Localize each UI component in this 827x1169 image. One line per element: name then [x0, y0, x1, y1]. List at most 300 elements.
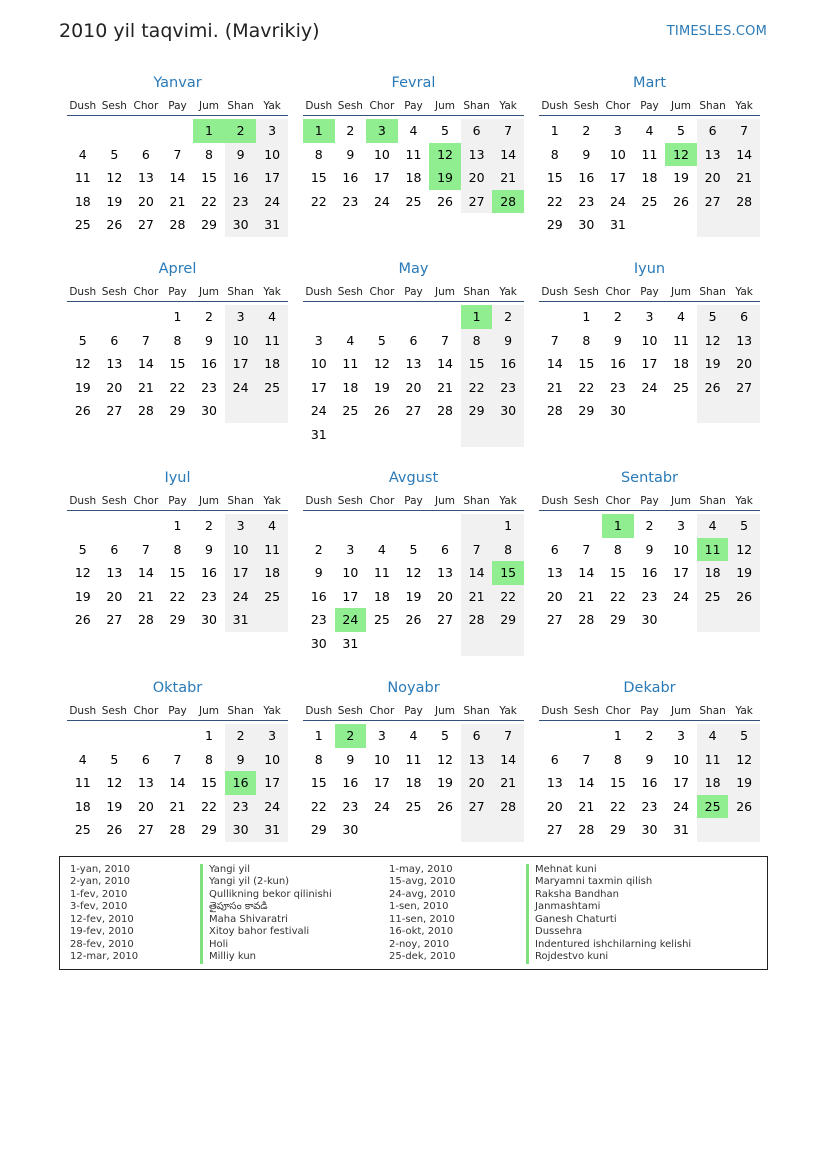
day-cell: 23: [342, 193, 359, 209]
empty-cell: [130, 119, 162, 143]
month-dekabr: [539, 678, 760, 842]
legend-holiday-name: Janmashtami: [526, 901, 691, 913]
empty-cell: [697, 608, 729, 632]
holiday-day-cell: 28: [492, 190, 524, 214]
day-cell: 17: [225, 561, 257, 585]
legend-date: 1-may, 2010: [389, 864, 453, 875]
day-cell: 26: [373, 403, 390, 419]
weekday-label: Yak: [735, 286, 753, 298]
day-cell: 3: [645, 309, 654, 324]
weekday-label: Yak: [499, 705, 517, 717]
weekday-header: [539, 701, 760, 721]
legend-dates-right: [389, 864, 456, 964]
day-cell: 5: [78, 332, 87, 348]
day-cell: 27: [728, 376, 760, 400]
day-cell: 27: [137, 822, 154, 838]
day-cell: 16: [609, 356, 626, 372]
day-cell: 23: [578, 193, 595, 209]
day-grid: [303, 724, 524, 842]
day-cell: 15: [461, 352, 493, 376]
day-cell: 28: [546, 403, 563, 419]
weekday-label: Yak: [263, 495, 281, 507]
weekday-label: Sesh: [101, 100, 127, 112]
day-cell: 23: [225, 795, 257, 819]
legend-holiday-name: Yangi yil (2-kun): [200, 876, 332, 888]
weekday-label: Shan: [463, 100, 490, 112]
empty-cell: [571, 724, 603, 748]
empty-cell: [697, 213, 729, 237]
day-cell: 6: [728, 305, 760, 329]
day-cell: 21: [169, 798, 186, 814]
day-cell: 21: [137, 379, 154, 395]
empty-cell: [492, 423, 524, 447]
day-cell: 19: [106, 193, 123, 209]
empty-cell: [571, 514, 603, 538]
month-name: Avgust: [388, 470, 439, 486]
day-cell: 19: [74, 379, 91, 395]
day-cell: 14: [137, 565, 154, 581]
weekday-label: Shan: [227, 705, 254, 717]
day-cell: 12: [74, 565, 91, 581]
day-cell: 18: [405, 170, 422, 186]
weekday-label: Pay: [404, 100, 423, 112]
weekday-label: Yak: [735, 100, 753, 112]
day-cell: 15: [609, 565, 626, 581]
day-grid: [303, 119, 524, 213]
day-cell: 31: [256, 818, 288, 842]
day-cell: 25: [641, 193, 658, 209]
day-grid: [539, 305, 760, 423]
day-cell: 13: [546, 565, 563, 581]
month-name: Oktabr: [152, 680, 203, 696]
holiday-day-cell: 2: [335, 724, 367, 748]
day-cell: 22: [461, 376, 493, 400]
day-cell: 8: [173, 332, 182, 348]
day-cell: 28: [728, 190, 760, 214]
weekday-label: Shan: [463, 286, 490, 298]
day-cell: 31: [225, 608, 257, 632]
day-cell: 29: [169, 403, 186, 419]
day-cell: 26: [728, 585, 760, 609]
empty-cell: [697, 818, 729, 842]
day-cell: 27: [461, 795, 493, 819]
empty-cell: [366, 514, 398, 538]
day-cell: 3: [677, 518, 685, 533]
day-cell: 20: [697, 166, 729, 190]
weekday-label: Yak: [263, 100, 281, 112]
day-cell: 6: [461, 119, 493, 143]
weekday-label: Chor: [133, 495, 159, 507]
weekday-label: Yak: [263, 705, 281, 717]
day-cell: 28: [461, 608, 493, 632]
month-iyun: [539, 259, 760, 423]
day-cell: 29: [201, 822, 217, 838]
day-cell: 28: [137, 612, 154, 628]
weekday-label: Sesh: [337, 286, 363, 298]
weekday-label: Jum: [199, 286, 220, 298]
legend-holiday-name: Ganesh Chaturti: [526, 914, 691, 926]
day-cell: 15: [169, 565, 186, 581]
day-cell: 28: [137, 403, 154, 419]
weekday-label: Chor: [369, 705, 395, 717]
day-cell: 4: [677, 309, 685, 324]
day-cell: 15: [546, 170, 563, 186]
month-aprel: [67, 259, 288, 423]
day-cell: 18: [74, 193, 91, 209]
day-cell: 1: [205, 728, 213, 743]
holiday-day-cell: 19: [429, 166, 461, 190]
day-cell: 26: [728, 795, 760, 819]
weekday-label: Jum: [435, 705, 456, 717]
day-cell: 11: [673, 332, 689, 348]
weekday-label: Dush: [305, 495, 333, 507]
day-cell: 22: [201, 193, 217, 209]
legend-date: 1-fev, 2010: [70, 888, 128, 900]
day-cell: 8: [314, 751, 323, 767]
empty-cell: [728, 608, 760, 632]
day-cell: 29: [609, 822, 626, 838]
day-cell: 25: [373, 612, 390, 628]
day-cell: 5: [441, 123, 449, 138]
day-cell: 20: [461, 166, 493, 190]
day-cell: 12: [437, 751, 453, 767]
day-cell: 13: [461, 143, 493, 167]
day-cell: 20: [728, 352, 760, 376]
day-cell: 29: [201, 217, 217, 233]
day-cell: 24: [373, 798, 390, 814]
day-cell: 7: [173, 751, 182, 767]
day-cell: 2: [582, 123, 591, 138]
day-cell: 29: [492, 608, 524, 632]
month-noyabr: [303, 678, 524, 842]
day-cell: 30: [201, 612, 217, 628]
legend-holiday-name: Indentured ishchilarning kelishi: [526, 939, 691, 951]
day-cell: 3: [314, 332, 323, 348]
holiday-day-cell: 16: [225, 771, 257, 795]
weekday-label: Yak: [735, 705, 753, 717]
weekday-header: [303, 491, 524, 511]
day-cell: 7: [492, 724, 524, 748]
weekday-label: Chor: [369, 495, 395, 507]
legend-holiday-name: Qullikning bekor qilinishi: [200, 889, 332, 901]
day-cell: 4: [377, 541, 386, 557]
empty-cell: [461, 818, 493, 842]
weekday-label: Shan: [699, 100, 726, 112]
weekday-label: Shan: [227, 286, 254, 298]
legend-date: 1-sen, 2010: [389, 901, 449, 913]
month-name: May: [398, 261, 429, 277]
weekday-label: Yak: [499, 495, 517, 507]
day-cell: 4: [409, 123, 418, 138]
empty-cell: [634, 213, 666, 237]
day-cell: 17: [373, 775, 390, 791]
day-cell: 21: [169, 193, 186, 209]
day-cell: 15: [609, 775, 626, 791]
day-cell: 13: [728, 329, 760, 353]
day-cell: 25: [405, 798, 422, 814]
day-cell: 23: [225, 190, 257, 214]
legend-date: 19-fev, 2010: [70, 926, 134, 938]
empty-cell: [398, 632, 430, 656]
weekday-label: Chor: [605, 286, 631, 298]
weekday-label: Dush: [305, 705, 333, 717]
weekday-header: [67, 701, 288, 721]
day-cell: 1: [173, 309, 182, 324]
day-cell: 5: [78, 541, 87, 557]
day-cell: 29: [310, 822, 327, 838]
day-cell: 24: [225, 585, 257, 609]
day-cell: 10: [673, 751, 689, 767]
day-cell: 9: [492, 329, 524, 353]
weekday-label: Sesh: [573, 100, 599, 112]
day-cell: 15: [578, 356, 595, 372]
day-cell: 18: [256, 561, 288, 585]
day-cell: 10: [373, 751, 390, 767]
day-cell: 21: [437, 379, 453, 395]
empty-cell: [461, 514, 493, 538]
day-cell: 3: [256, 119, 288, 143]
day-cell: 2: [314, 541, 323, 557]
day-cell: 4: [409, 728, 418, 743]
day-cell: 4: [346, 332, 355, 348]
day-cell: 12: [405, 565, 422, 581]
weekday-label: Pay: [168, 495, 187, 507]
day-cell: 26: [106, 822, 123, 838]
day-cell: 7: [173, 146, 182, 162]
empty-cell: [335, 514, 367, 538]
weekday-label: Pay: [404, 705, 423, 717]
day-cell: 30: [641, 822, 658, 838]
day-cell: 16: [578, 170, 595, 186]
day-cell: 8: [582, 332, 591, 348]
day-cell: 8: [550, 146, 559, 162]
empty-cell: [67, 305, 99, 329]
legend-dates-left: [70, 864, 138, 964]
day-cell: 16: [641, 565, 658, 581]
holiday-day-cell: 11: [697, 538, 729, 562]
day-cell: 5: [377, 332, 386, 348]
weekday-label: Pay: [640, 705, 659, 717]
legend-names-right: [526, 864, 691, 964]
day-cell: 24: [673, 588, 689, 604]
weekday-label: Shan: [699, 495, 726, 507]
empty-cell: [366, 423, 398, 447]
day-cell: 13: [437, 565, 453, 581]
weekday-label: Pay: [640, 495, 659, 507]
holiday-day-cell: 1: [461, 305, 493, 329]
day-cell: 20: [137, 798, 154, 814]
day-cell: 8: [613, 541, 622, 557]
weekday-label: Chor: [605, 100, 631, 112]
day-cell: 23: [201, 379, 217, 395]
empty-cell: [665, 213, 697, 237]
day-cell: 23: [342, 798, 359, 814]
day-cell: 2: [492, 305, 524, 329]
holiday-day-cell: 1: [303, 119, 335, 143]
day-cell: 16: [225, 166, 257, 190]
day-cell: 13: [137, 170, 154, 186]
day-cell: 25: [405, 193, 422, 209]
day-cell: 22: [578, 379, 595, 395]
day-cell: 21: [492, 771, 524, 795]
weekday-label: Sesh: [573, 495, 599, 507]
empty-cell: [67, 724, 99, 748]
empty-cell: [130, 514, 162, 538]
day-cell: 23: [201, 588, 217, 604]
legend-holiday-name: Maryamni taxmin qilish: [526, 876, 691, 888]
day-cell: 6: [110, 541, 119, 557]
weekday-label: Chor: [605, 495, 631, 507]
day-cell: 27: [437, 612, 453, 628]
empty-cell: [99, 724, 131, 748]
empty-cell: [539, 514, 571, 538]
weekday-label: Pay: [640, 286, 659, 298]
day-cell: 23: [310, 612, 327, 628]
empty-cell: [67, 514, 99, 538]
empty-cell: [634, 399, 666, 423]
empty-cell: [398, 818, 430, 842]
day-cell: 25: [256, 585, 288, 609]
day-cell: 9: [645, 541, 654, 557]
day-cell: 30: [310, 635, 327, 651]
weekday-label: Chor: [369, 286, 395, 298]
day-cell: 3: [346, 541, 355, 557]
legend-date: 16-okt, 2010: [389, 926, 454, 938]
day-cell: 16: [342, 775, 359, 791]
day-cell: 6: [441, 541, 449, 557]
day-cell: 9: [225, 748, 257, 772]
day-cell: 8: [314, 146, 323, 162]
empty-cell: [130, 724, 162, 748]
weekday-label: Chor: [605, 705, 631, 717]
day-cell: 2: [205, 309, 213, 324]
day-cell: 30: [342, 822, 359, 838]
day-cell: 6: [141, 146, 150, 162]
legend-date: 11-sen, 2010: [389, 913, 455, 925]
weekday-header: [67, 96, 288, 116]
empty-cell: [130, 305, 162, 329]
weekday-label: Shan: [699, 705, 726, 717]
legend-holiday-name: Raksha Bandhan: [526, 889, 691, 901]
day-cell: 13: [461, 748, 493, 772]
day-cell: 23: [641, 588, 658, 604]
day-cell: 17: [673, 775, 689, 791]
day-cell: 27: [106, 403, 123, 419]
weekday-label: Yak: [263, 286, 281, 298]
day-cell: 9: [205, 332, 213, 348]
day-cell: 19: [697, 352, 729, 376]
day-cell: 17: [256, 771, 288, 795]
weekday-label: Dush: [69, 705, 97, 717]
empty-cell: [162, 724, 194, 748]
day-cell: 21: [461, 585, 493, 609]
day-cell: 19: [728, 561, 760, 585]
empty-cell: [697, 399, 729, 423]
day-cell: 17: [609, 170, 626, 186]
empty-cell: [728, 213, 760, 237]
day-cell: 6: [110, 332, 119, 348]
empty-cell: [429, 632, 461, 656]
weekday-label: Shan: [227, 495, 254, 507]
weekday-label: Dush: [541, 100, 569, 112]
day-cell: 30: [225, 818, 257, 842]
legend-holiday-name: Mehnat kuni: [526, 864, 691, 876]
day-cell: 1: [492, 514, 524, 538]
day-cell: 21: [546, 379, 563, 395]
day-cell: 28: [492, 795, 524, 819]
day-cell: 10: [342, 565, 359, 581]
day-cell: 11: [74, 170, 91, 186]
day-cell: 10: [609, 146, 626, 162]
day-cell: 28: [169, 217, 186, 233]
day-cell: 6: [550, 541, 559, 557]
weekday-label: Jum: [671, 495, 692, 507]
weekday-label: Dush: [305, 100, 333, 112]
day-cell: 1: [582, 309, 591, 324]
day-cell: 19: [405, 588, 422, 604]
weekday-label: Pay: [640, 100, 659, 112]
legend-names-left: [200, 864, 332, 964]
day-cell: 2: [346, 123, 355, 138]
weekday-label: Chor: [133, 705, 159, 717]
day-cell: 8: [613, 751, 622, 767]
day-cell: 28: [578, 612, 595, 628]
day-cell: 17: [256, 166, 288, 190]
month-may: [303, 259, 524, 447]
day-cell: 11: [641, 146, 658, 162]
month-name: Sentabr: [620, 470, 679, 486]
day-cell: 6: [461, 724, 493, 748]
empty-cell: [429, 423, 461, 447]
legend-holiday-name: Holi: [200, 939, 332, 951]
day-cell: 20: [405, 379, 422, 395]
day-cell: 31: [310, 426, 327, 442]
day-cell: 7: [141, 332, 150, 348]
day-grid: [67, 305, 288, 423]
site-link[interactable]: TIMESLES.COM: [666, 24, 767, 39]
day-cell: 30: [492, 399, 524, 423]
weekday-label: Dush: [305, 286, 333, 298]
day-cell: 15: [310, 170, 327, 186]
day-cell: 27: [546, 612, 563, 628]
day-cell: 20: [106, 588, 123, 604]
month-name: Iyun: [633, 261, 666, 277]
day-cell: 24: [609, 193, 626, 209]
day-cell: 31: [256, 213, 288, 237]
day-cell: 11: [373, 565, 390, 581]
day-cell: 10: [256, 143, 288, 167]
empty-cell: [303, 305, 335, 329]
empty-cell: [335, 305, 367, 329]
day-cell: 16: [641, 775, 658, 791]
day-cell: 2: [205, 518, 213, 533]
legend-date: 1-yan, 2010: [70, 864, 130, 875]
weekday-label: Pay: [168, 286, 187, 298]
weekday-label: Pay: [168, 705, 187, 717]
day-cell: 21: [578, 588, 595, 604]
month-oktabr: [67, 678, 288, 842]
day-cell: 14: [492, 748, 524, 772]
day-cell: 2: [645, 728, 654, 743]
day-cell: 17: [225, 352, 257, 376]
day-cell: 11: [405, 751, 422, 767]
day-cell: 14: [169, 775, 186, 791]
empty-cell: [398, 514, 430, 538]
weekday-label: Sesh: [337, 100, 363, 112]
day-cell: 31: [342, 635, 359, 651]
weekday-label: Jum: [199, 495, 220, 507]
day-cell: 18: [373, 588, 390, 604]
